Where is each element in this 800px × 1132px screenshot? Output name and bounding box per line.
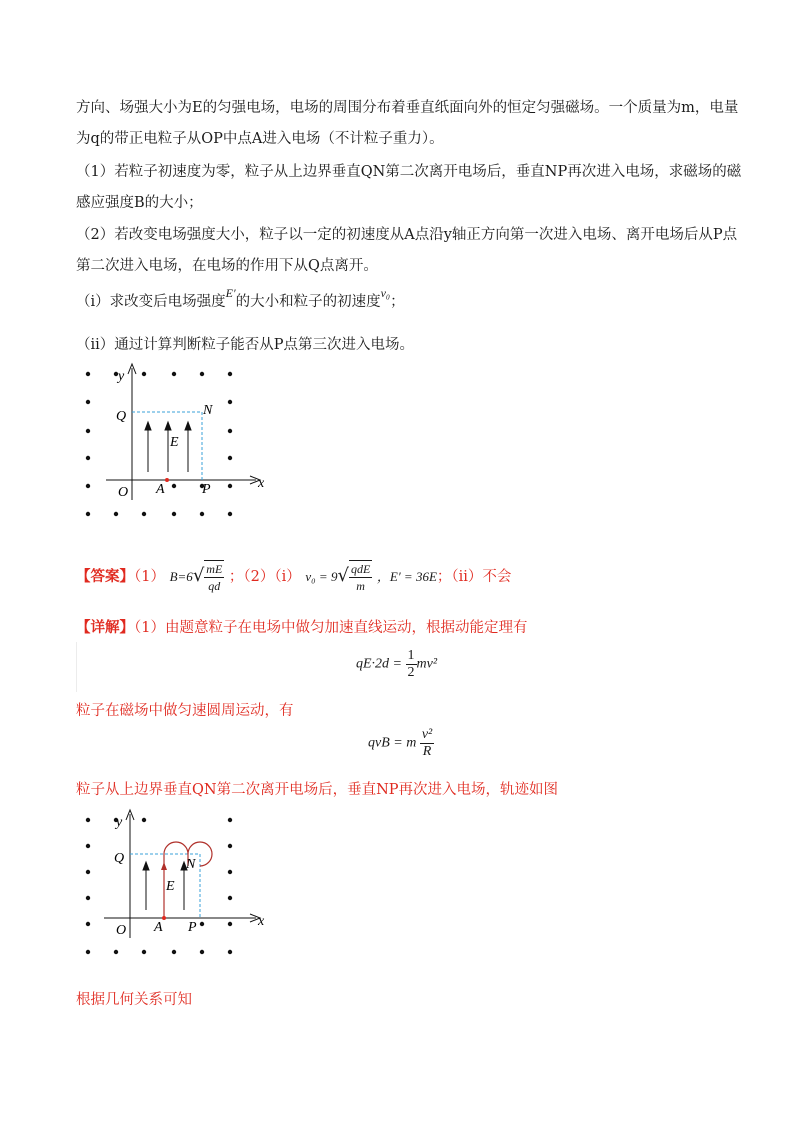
field-figure-1 bbox=[76, 360, 276, 530]
solution-text-3: 粒子从上边界垂直QN第二次离开电场后，垂直NP再次进入电场，轨迹如图 bbox=[76, 782, 559, 798]
sub-question-i bbox=[76, 286, 405, 312]
sub-question-ii: （ii）通过计算判断粒子能否从P点第三次进入电场。 bbox=[76, 337, 415, 353]
eq1-num: 1 bbox=[407, 648, 415, 663]
fig1-E-label: E bbox=[170, 435, 179, 450]
answer-B-num: mE bbox=[206, 562, 223, 576]
fig1-Q-label: Q bbox=[116, 409, 127, 424]
sub-i-end: ； bbox=[390, 294, 405, 310]
solution-text-2: 粒子在磁场中做匀速圆周运动，有 bbox=[76, 703, 294, 719]
fig2-y-label: y bbox=[116, 815, 123, 830]
fig1-A-label: A bbox=[156, 482, 165, 497]
eq1-den: 2 bbox=[407, 665, 415, 680]
equation-2 bbox=[368, 727, 434, 760]
fig1-y-label: y bbox=[118, 369, 125, 384]
fig2-O-label: O bbox=[116, 923, 127, 938]
fig2-x-label: x bbox=[258, 914, 265, 929]
sub-i-v0: v₀ bbox=[380, 286, 391, 300]
eq2-num: v² bbox=[421, 727, 433, 742]
answer-tag: 【答案】 bbox=[76, 568, 134, 585]
fig1-P-label: P bbox=[202, 482, 211, 497]
fig2-N-label: N bbox=[186, 857, 196, 872]
part2-line-1: （2）若改变电场强度大小，粒子以一定的初速度从A点沿y轴正方向第一次进入电场、离开电场后从P点 bbox=[76, 227, 738, 243]
fig1-O-label: O bbox=[118, 485, 129, 500]
answer-v-num: qdE bbox=[350, 562, 371, 576]
eq2-den: R bbox=[422, 744, 432, 759]
answer-E-eq: ，E′ = 36E bbox=[376, 569, 437, 584]
answer-sep1: ；（2）（i） bbox=[228, 569, 301, 585]
answer-sep2: ；（ii）不会 bbox=[436, 569, 512, 585]
fig2-E-label: E bbox=[166, 879, 175, 894]
solution-intro-line bbox=[76, 618, 527, 638]
part1-line-1: （1）若粒子初速度为零，粒子从上边界垂直QN第二次离开电场后，垂直NP再次进入电场，求磁场的磁 bbox=[76, 164, 742, 180]
eq2-lhs: qvB = m bbox=[368, 735, 417, 751]
part1-line-2: 感应强度B的大小； bbox=[76, 195, 203, 211]
part2-line-2: 第二次进入电场，在电场的作用下从Q点离开。 bbox=[76, 258, 378, 274]
question-line-2: 为q的带正电粒子从OP中点A进入电场（不计粒子重力）。 bbox=[76, 131, 444, 147]
eq1-rhs: mv² bbox=[416, 656, 438, 672]
sub-i-prefix: （i）求改变后电场强度 bbox=[76, 294, 226, 310]
fig1-x-label: x bbox=[258, 476, 265, 491]
trajectory-figure-2 bbox=[76, 806, 276, 966]
solution-intro: （1）由题意粒子在电场中做匀加速直线运动，根据动能定理有 bbox=[134, 620, 528, 636]
answer-B-den: qd bbox=[208, 579, 221, 593]
fig2-Q-label: Q bbox=[114, 851, 125, 866]
solution-text-4: 根据几何关系可知 bbox=[76, 992, 192, 1008]
answer-part1: （1） bbox=[134, 569, 165, 585]
fig2-A-label: A bbox=[154, 920, 163, 935]
answer-B-lhs: B=6 bbox=[169, 569, 193, 584]
answer-v-lhs: v₀ = 9 bbox=[305, 569, 338, 584]
solution-tag: 【详解】 bbox=[76, 619, 134, 636]
fig2-P-label: P bbox=[188, 920, 197, 935]
equation-1 bbox=[356, 648, 437, 681]
answer-v-den: m bbox=[356, 579, 365, 593]
fig1-N-label: N bbox=[203, 403, 213, 418]
question-line-1: 方向、场强大小为E的匀强电场，电场的周围分布着垂直纸面向外的恒定匀强磁场。一个质量为m，电量 bbox=[76, 100, 739, 116]
sub-i-E-prime: E′ bbox=[225, 286, 236, 300]
answer-line: 【答案】（1） B=6√ $\frac{mE}{qd}$ ；（2）（i） v₀ = 9√ $\frac{\text{qdE}}{m}$ ，E′ = 36E；（ii）不会 bbox=[76, 562, 512, 593]
sub-i-mid: 的大小和粒子的初速度 bbox=[235, 294, 381, 310]
eq1-lhs: qE·2d = bbox=[356, 656, 402, 672]
